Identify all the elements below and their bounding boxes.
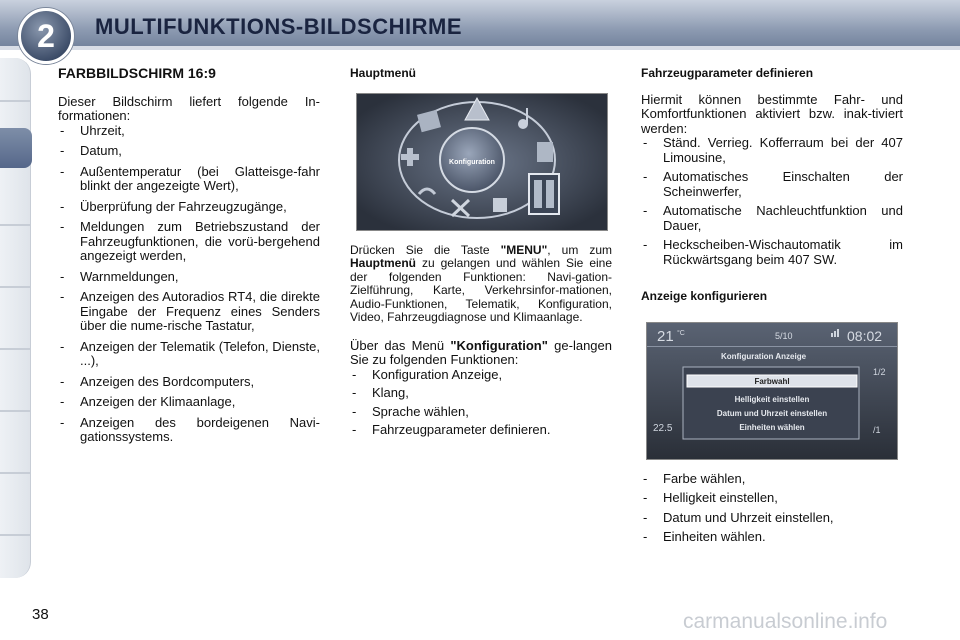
chapter-title: MULTIFUNKTIONS-BILDSCHIRME xyxy=(95,14,462,39)
config-menu-intro xyxy=(350,339,612,368)
menu-option-selected: Farbwahl xyxy=(754,376,790,386)
clock-readout: 08:02 xyxy=(847,327,883,344)
intro-text: Dieser Bildschirm liefert folgende In-formationen: xyxy=(58,93,320,123)
tab-divider xyxy=(0,100,30,102)
section-title: Anzeige konfigurieren xyxy=(641,289,768,303)
text-span: Drücken Sie die Taste xyxy=(350,242,501,257)
tab-divider xyxy=(0,286,30,288)
config-function-list xyxy=(350,368,612,438)
list-item: - Anzeigen des Autoradios RT4, die direkte Eingabe der Frequenz eines Senders über die nume-rische Tastatur, xyxy=(58,290,320,334)
tab-divider xyxy=(0,534,30,536)
list-item: - Anzeigen des Bordcomputers, xyxy=(58,375,320,390)
section-title: Fahrzeugparameter definieren xyxy=(641,66,814,80)
side-readout: 1/2 xyxy=(873,366,886,377)
menu-option: Einheiten wählen xyxy=(739,422,805,432)
list-item: - Anzeigen der Klimaanlage, xyxy=(58,395,320,410)
temperature-readout: 21 xyxy=(657,327,674,345)
list-item: - Datum, xyxy=(58,144,320,159)
header-stripe xyxy=(0,46,960,50)
intro-text: Hiermit können bestimmte Fahr- und Komfortfunktionen aktiviert bzw. inak-tiviert werden: xyxy=(641,91,903,136)
list-item: - Anzeigen der Telematik (Telefon, Dienste, ...), xyxy=(58,340,320,369)
list-item: - Ständ. Verrieg. Kofferraum bei der 407 Limousine, xyxy=(641,136,903,165)
list-item: - Datum und Uhrzeit einstellen, xyxy=(641,511,903,526)
screen-center-label: Konfiguration xyxy=(449,158,495,166)
list-item: - Sprache wählen, xyxy=(350,405,612,420)
chapter-tab-active xyxy=(0,128,32,168)
section-title: FARBBILDSCHIRM 16:9 xyxy=(58,65,216,81)
menu-key-label: "MENU" xyxy=(500,242,548,257)
menu-title: Konfiguration Anzeige xyxy=(721,351,807,361)
display-config-illustration xyxy=(647,323,897,459)
list-item: - Einheiten wählen. xyxy=(641,530,903,545)
tab-divider xyxy=(0,472,30,474)
chapter-number-badge: 2 xyxy=(18,8,74,64)
list-item: - Überprüfung der Fahrzeugzugänge, xyxy=(58,200,320,215)
list-item: - Uhrzeit, xyxy=(58,124,320,139)
column-color-display xyxy=(58,66,320,451)
list-item: - Automatische Nachleuchtfunktion und Dauer, xyxy=(641,204,903,233)
display-config-screen-image xyxy=(646,322,898,460)
temperature-unit: °C xyxy=(677,329,685,337)
main-menu-label: Hauptmenü xyxy=(350,256,416,270)
list-item: - Helligkeit einstellen, xyxy=(641,491,903,506)
menu-option: Datum und Uhrzeit einstellen xyxy=(716,408,828,418)
list-item: - Klang, xyxy=(350,386,612,401)
main-menu-screen-image xyxy=(356,93,608,231)
list-item: - Außentemperatur (bei Glatteisge-fahr blinkt der angezeigte Wert), xyxy=(58,165,320,194)
telephone-icon xyxy=(537,142,553,162)
page-number: 38 xyxy=(32,606,49,623)
main-menu-illustration xyxy=(357,94,607,230)
text-span: ge-langen Sie zu folgenden Funktionen: xyxy=(350,337,612,367)
side-readout: /1 xyxy=(873,424,881,435)
menu-option: Helligkeit einstellen xyxy=(734,394,810,404)
section-title: Hauptmenü xyxy=(350,66,416,80)
main-menu-description xyxy=(350,244,612,325)
list-item: - Meldungen zum Betriebszustand der Fahrzeugfunktionen, die vorü-bergehend angezeigt werden, xyxy=(58,220,320,264)
tab-divider xyxy=(0,410,30,412)
list-item: - Fahrzeugparameter definieren. xyxy=(350,423,612,438)
column-vehicle-parameters xyxy=(641,66,903,550)
vehicle-parameter-list xyxy=(641,136,903,267)
text-span: , um zum xyxy=(547,242,613,257)
list-item: - Heckscheiben-Wischautomatik im Rückwärtsgang beim 407 SW. xyxy=(641,238,903,267)
list-item: - Konfiguration Anzeige, xyxy=(350,368,612,383)
watermark: carmanualsonline.info xyxy=(683,610,888,633)
settings-panel-icon xyxy=(529,174,559,214)
text-span: zu gelangen und wählen Sie eine der folgenden Funktionen: Navi-gation-Zielführung, Karte, Verkehrsinfor-mationen, Audio-Funktionen, Telematik, Konfiguration, Video, Fahrzeugdiagnose und Klimaanlage. xyxy=(350,256,612,324)
track-counter: 5/10 xyxy=(775,330,793,341)
feature-list xyxy=(58,124,320,445)
text-span: Über das Menü xyxy=(350,337,451,353)
list-item: - Farbe wählen, xyxy=(641,472,903,487)
column-main-menu xyxy=(350,66,612,442)
left-readout: 22.5 xyxy=(653,422,673,434)
video-icon xyxy=(493,198,507,212)
tab-divider xyxy=(0,224,30,226)
list-item: - Warnmeldungen, xyxy=(58,270,320,285)
display-config-list xyxy=(641,472,903,545)
list-item: - Anzeigen des bordeigenen Navi-gationssystems. xyxy=(58,416,320,445)
tab-divider xyxy=(0,348,30,350)
list-item: - Automatisches Einschalten der Scheinwerfer, xyxy=(641,170,903,199)
config-menu-label: "Konfiguration" xyxy=(450,337,548,353)
